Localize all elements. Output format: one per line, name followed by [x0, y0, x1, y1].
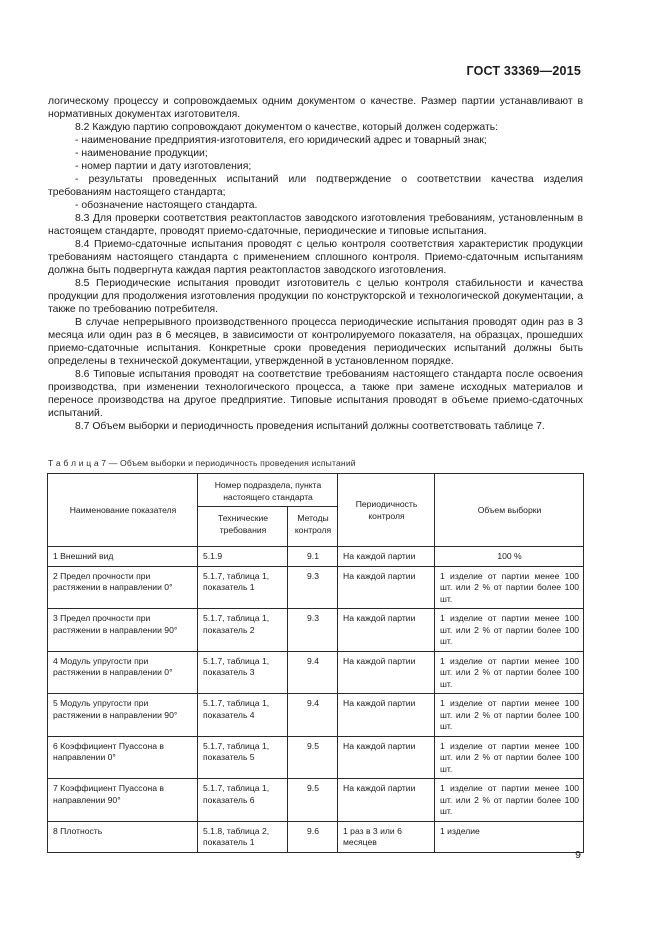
header-tech-requirements: Технические требования [198, 507, 288, 547]
cell-sample: 1 изделие от партии менее 100 шт. или 2 % от партии более 100 шт. [435, 779, 584, 822]
list-item: - номер партии и дату изготовления; [75, 161, 252, 172]
cell-method: 9.5 [288, 736, 338, 779]
cell-tech: 5.1.7, таблица 1, показатель 4 [198, 694, 288, 737]
list-item: - результаты проведенных испытаний или подтверждение о соответствии качества изделия требованиям настоящего стандарта; [48, 174, 583, 198]
table-row [48, 779, 584, 822]
table-row [48, 694, 584, 737]
paragraph-8-6: 8.6 Типовые испытания проводят на соответствие требованиям настоящего стандарта после освоения производства, при изменении технологического процесса, а также при замене исходных материалов и переносе производства на другое предприятие. Типовые испытания проводят в объеме приемо-сдаточных испытаний. [48, 369, 583, 419]
cell-tech: 5.1.7, таблица 1, показатель 1 [198, 566, 288, 609]
cell-indicator: 6 Коэффициент Пуассона в направлении 0° [48, 736, 198, 779]
header-indicator: Наименование показателя [48, 474, 198, 547]
cell-sample: 1 изделие от партии менее 100 шт. или 2 % от партии более 100 шт. [435, 609, 584, 652]
cell-period: На каждой партии [338, 651, 435, 694]
cell-sample: 1 изделие [435, 821, 584, 852]
header-periodicity: Периодичность контроля [338, 474, 435, 547]
paragraph-continuation: логическому процессу и сопровождаемых одним документом о качестве. Размер партии устанавливают в нормативных документах изготовителя. [48, 96, 583, 120]
paragraph-8-5: 8.5 Периодические испытания проводит изготовитель с целью контроля стабильности и качества продукции для продолжения изготовления продукции по конструкторской и технологической документации, а также по требованию потребителя. [48, 278, 583, 315]
cell-tech: 5.1.9 [198, 547, 288, 567]
table-7 [47, 473, 584, 853]
cell-tech: 5.1.7, таблица 1, показатель 6 [198, 779, 288, 822]
page-number: 9 [575, 849, 581, 861]
list-item: - наименование продукции; [75, 148, 208, 159]
cell-sample: 1 изделие от партии менее 100 шт. или 2 % от партии более 100 шт. [435, 651, 584, 694]
cell-method: 9.3 [288, 609, 338, 652]
cell-period: На каждой партии [338, 566, 435, 609]
cell-method: 9.4 [288, 651, 338, 694]
list-item: - наименование предприятия-изготовителя, его юридический адрес и товарный знак; [75, 135, 487, 146]
cell-tech: 5.1.7, таблица 1, показатель 3 [198, 651, 288, 694]
cell-indicator: 5 Модуль упругости при растяжении в направлении 90° [48, 694, 198, 737]
cell-tech: 5.1.8, таблица 2, показатель 1 [198, 821, 288, 852]
header-section-group: Номер подраздела, пункта настоящего стандарта [198, 474, 338, 507]
cell-sample: 1 изделие от партии менее 100 шт. или 2 % от партии более 100 шт. [435, 736, 584, 779]
cell-period: На каждой партии [338, 779, 435, 822]
cell-indicator: 4 Модуль упругости при растяжении в направлении 0° [48, 651, 198, 694]
cell-period: На каждой партии [338, 694, 435, 737]
header-test-methods: Методы контроля [288, 507, 338, 547]
table-row [48, 821, 584, 852]
paragraph-8-4: 8.4 Приемо-сдаточные испытания проводят с целью контроля соответствия характеристик продукции требованиям настоящего стандарта с применением сплошного контроля. Приемо-сдаточным испытаниям должна быть подвергнута каждая партия реактопластов заводского изготовления. [48, 239, 583, 276]
cell-indicator: 1 Внешний вид [48, 547, 198, 567]
cell-period: На каждой партии [338, 547, 435, 567]
cell-method: 9.3 [288, 566, 338, 609]
paragraph-8-2: 8.2 Каждую партию сопровождают документом о качестве, который должен содержать: [75, 122, 499, 133]
cell-method: 9.1 [288, 547, 338, 567]
table-row [48, 566, 584, 609]
cell-indicator: 3 Предел прочности при растяжении в направлении 90° [48, 609, 198, 652]
cell-method: 9.6 [288, 821, 338, 852]
paragraph-8-5-continuation: В случае непрерывного производственного процесса периодические испытания проводят один раз в 3 месяца или один раз в 6 месяцев, в зависимости от контролируемого показателя, на образцах, прошедших приемо-сдаточные испытания. Конкретные сроки проведения периодических испытаний должны быть определены в технической документации, утвержденной в установленном порядке. [48, 317, 583, 367]
cell-sample: 1 изделие от партии менее 100 шт. или 2 % от партии более 100 шт. [435, 566, 584, 609]
cell-indicator: 7 Коэффициент Пуассона в направлении 90° [48, 779, 198, 822]
cell-period: 1 раз в 3 или 6 месяцев [338, 821, 435, 852]
body-text [48, 95, 583, 433]
table-row [48, 736, 584, 779]
table-row [48, 547, 584, 567]
cell-method: 9.5 [288, 779, 338, 822]
cell-indicator: 8 Плотность [48, 821, 198, 852]
table-caption: Т а б л и ц а 7 — Объем выборки и периодичность проведения испытаний [48, 458, 356, 468]
cell-period: На каждой партии [338, 609, 435, 652]
header-sample-size: Объем выборки [435, 474, 584, 547]
cell-sample: 100 % [435, 547, 584, 567]
cell-tech: 5.1.7, таблица 1, показатель 2 [198, 609, 288, 652]
cell-sample: 1 изделие от партии менее 100 шт. или 2 % от партии более 100 шт. [435, 694, 584, 737]
table-row [48, 651, 584, 694]
document-header: ГОСТ 33369—2015 [466, 64, 581, 78]
table-row [48, 609, 584, 652]
cell-tech: 5.1.7, таблица 1, показатель 5 [198, 736, 288, 779]
paragraph-8-7: 8.7 Объем выборки и периодичность проведения испытаний должны соответствовать таблице 7. [75, 421, 545, 432]
list-item: - обозначение настоящего стандарта. [75, 200, 258, 211]
cell-indicator: 2 Предел прочности при растяжении в направлении 0° [48, 566, 198, 609]
cell-period: На каждой партии [338, 736, 435, 779]
paragraph-8-3: 8.3 Для проверки соответствия реактопластов заводского изготовления требованиям, установленным в настоящем стандарте, проводят приемо-сдаточные, периодические и типовые испытания. [48, 213, 583, 237]
cell-method: 9.4 [288, 694, 338, 737]
